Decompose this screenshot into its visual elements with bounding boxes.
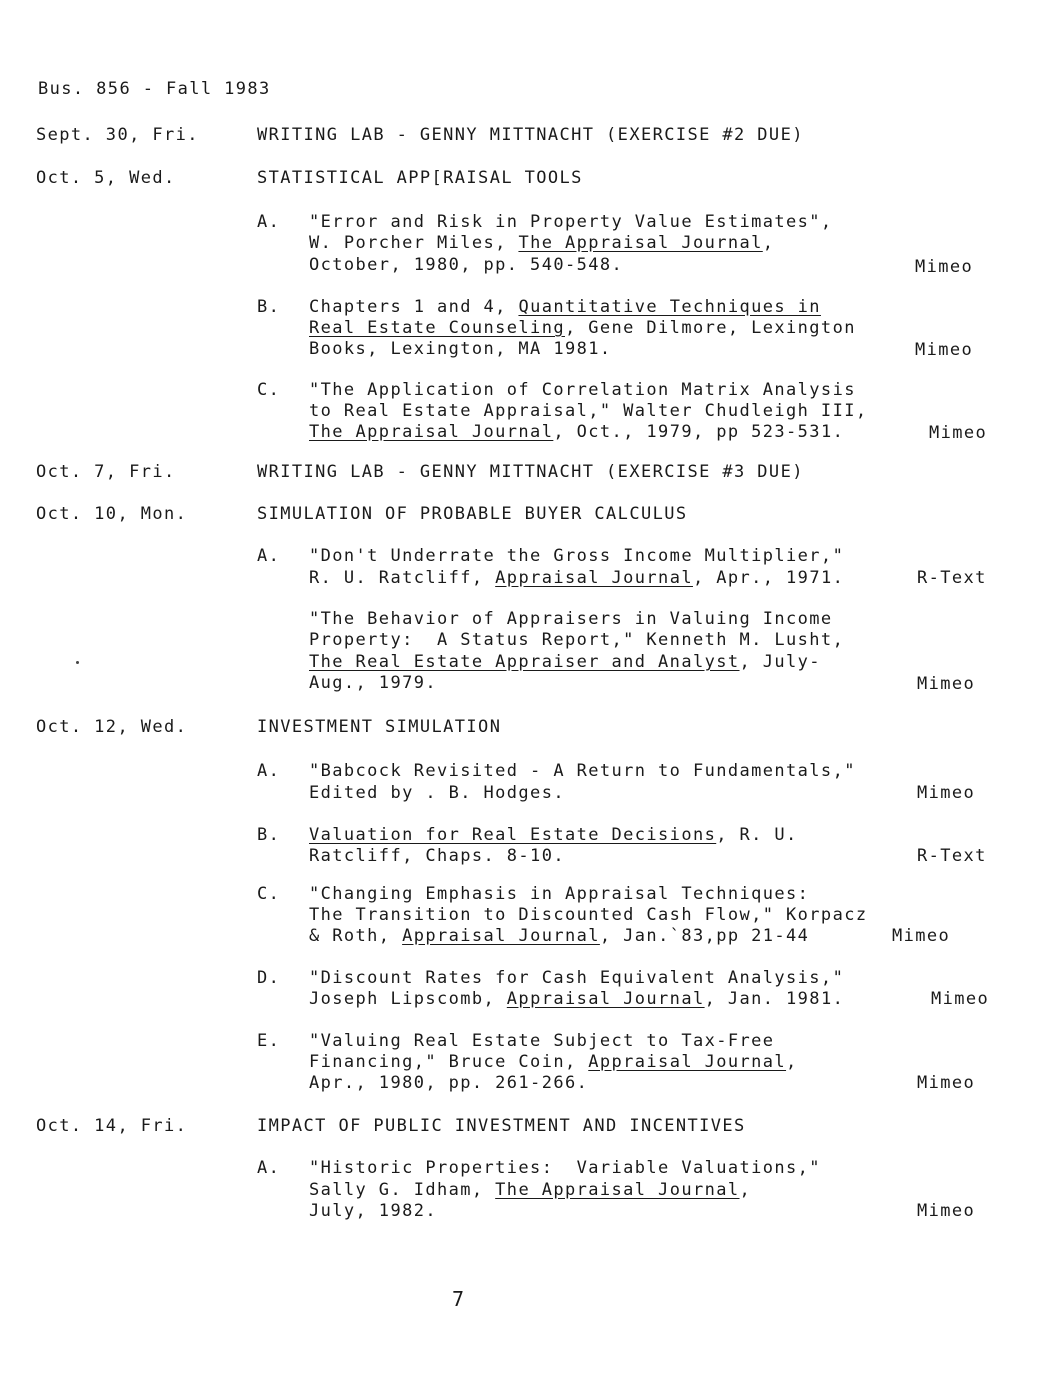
citation-line: "The Application of Correlation Matrix Analysis bbox=[309, 380, 856, 400]
source-label: Mimeo bbox=[915, 257, 974, 277]
citation-line: W. Porcher Miles, The Appraisal Journal, bbox=[309, 233, 775, 253]
journal-title: Appraisal Journal bbox=[588, 1052, 787, 1072]
citation-line: Apr., 1980, pp. 261-266. bbox=[309, 1073, 589, 1093]
citation-line: Books, Lexington, MA 1981. bbox=[309, 339, 612, 359]
citation-line: Chapters 1 and 4, Quantitative Techniques in bbox=[309, 297, 821, 317]
item-letter: A. bbox=[257, 761, 281, 781]
book-title: Valuation for Real Estate Decisions bbox=[309, 825, 717, 845]
citation-line: "Don't Underrate the Gross Income Multiplier," bbox=[309, 546, 845, 566]
citation-line: "Babcock Revisited - A Return to Fundamentals," bbox=[309, 761, 856, 781]
source-label: Mimeo bbox=[917, 674, 976, 694]
entry-title: IMPACT OF PUBLIC INVESTMENT AND INCENTIVES bbox=[257, 1116, 746, 1136]
source-label: Mimeo bbox=[929, 423, 988, 443]
journal-title: The Appraisal Journal bbox=[495, 1180, 740, 1200]
journal-title: The Real Estate Appraiser and Analyst bbox=[309, 652, 740, 672]
entry-title: STATISTICAL APP[RAISAL TOOLS bbox=[257, 168, 583, 188]
citation-line: Sally G. Idham, The Appraisal Journal, bbox=[309, 1180, 752, 1200]
entry-title: INVESTMENT SIMULATION bbox=[257, 717, 502, 737]
item-letter: A. bbox=[257, 212, 281, 232]
citation-line: The Appraisal Journal, Oct., 1979, pp 523-531. bbox=[309, 422, 845, 442]
citation-line: "Historic Properties: Variable Valuations," bbox=[309, 1158, 821, 1178]
source-label: R-Text bbox=[917, 846, 987, 866]
citation-line: Ratcliff, Chaps. 8-10. bbox=[309, 846, 565, 866]
journal-title: Appraisal Journal bbox=[402, 926, 600, 946]
citation-line: & Roth, Appraisal Journal, Jan.`83,pp 21-44 bbox=[309, 926, 810, 946]
item-letter: A. bbox=[257, 1158, 281, 1178]
item-letter: B. bbox=[257, 297, 281, 317]
item-letter: B. bbox=[257, 825, 281, 845]
citation-line: Financing," Bruce Coin, Appraisal Journal, bbox=[309, 1052, 798, 1072]
citation-line: Joseph Lipscomb, Appraisal Journal, Jan. 1981. bbox=[309, 989, 845, 1009]
journal-title: The Appraisal Journal bbox=[309, 422, 554, 442]
entry-date: Oct. 7, Fri. bbox=[36, 462, 176, 482]
citation-line: "Error and Risk in Property Value Estimates", bbox=[309, 212, 833, 232]
citation-line: "The Behavior of Appraisers in Valuing Income bbox=[309, 609, 833, 629]
entry-date: Oct. 12, Wed. bbox=[36, 717, 188, 737]
citation-line: The Transition to Discounted Cash Flow," Korpacz bbox=[309, 905, 868, 925]
citation-line: Valuation for Real Estate Decisions, R. U. bbox=[309, 825, 798, 845]
course-header: Bus. 856 - Fall 1983 bbox=[38, 79, 271, 99]
source-label: Mimeo bbox=[931, 989, 990, 1009]
citation-line: Real Estate Counseling, Gene Dilmore, Lexington bbox=[309, 318, 856, 338]
citation-line: Aug., 1979. bbox=[309, 673, 437, 693]
entry-date: Sept. 30, Fri. bbox=[36, 125, 199, 145]
source-label: Mimeo bbox=[892, 926, 951, 946]
citation-line: "Changing Emphasis in Appraisal Techniques: bbox=[309, 884, 810, 904]
entry-date: Oct. 10, Mon. bbox=[36, 504, 188, 524]
item-letter: C. bbox=[257, 884, 281, 904]
journal-title: Appraisal Journal bbox=[495, 568, 693, 588]
citation-line: The Real Estate Appraiser and Analyst, July- bbox=[309, 652, 821, 672]
entry-date: Oct. 14, Fri. bbox=[36, 1116, 188, 1136]
page-number: 7 bbox=[452, 1287, 466, 1311]
citation-line: R. U. Ratcliff, Appraisal Journal, Apr., 1971. bbox=[309, 568, 845, 588]
entry-date: Oct. 5, Wed. bbox=[36, 168, 176, 188]
citation-line: "Valuing Real Estate Subject to Tax-Free bbox=[309, 1031, 775, 1051]
book-title: Quantitative Techniques in bbox=[518, 297, 821, 317]
citation-line: Property: A Status Report," Kenneth M. Lusht, bbox=[309, 630, 845, 650]
item-letter: D. bbox=[257, 968, 281, 988]
source-label: R-Text bbox=[917, 568, 987, 588]
stray-mark bbox=[76, 661, 79, 664]
book-title: Real Estate Counseling bbox=[309, 318, 565, 338]
entry-title: WRITING LAB - GENNY MITTNACHT (EXERCISE #3 DUE) bbox=[257, 462, 804, 482]
citation-line: "Discount Rates for Cash Equivalent Analysis," bbox=[309, 968, 845, 988]
journal-title: Appraisal Journal bbox=[506, 989, 705, 1009]
entry-title: SIMULATION OF PROBABLE BUYER CALCULUS bbox=[257, 504, 688, 524]
item-letter: E. bbox=[257, 1031, 281, 1051]
item-letter: A. bbox=[257, 546, 281, 566]
source-label: Mimeo bbox=[915, 340, 974, 360]
source-label: Mimeo bbox=[917, 1073, 976, 1093]
item-letter: C. bbox=[257, 380, 281, 400]
citation-line: July, 1982. bbox=[309, 1201, 437, 1221]
citation-line: Edited by . B. Hodges. bbox=[309, 783, 565, 803]
citation-line: October, 1980, pp. 540-548. bbox=[309, 255, 624, 275]
source-label: Mimeo bbox=[917, 1201, 976, 1221]
source-label: Mimeo bbox=[917, 783, 976, 803]
journal-title: The Appraisal Journal bbox=[518, 233, 763, 253]
citation-line: to Real Estate Appraisal," Walter Chudleigh III, bbox=[309, 401, 868, 421]
entry-title: WRITING LAB - GENNY MITTNACHT (EXERCISE #2 DUE) bbox=[257, 125, 804, 145]
